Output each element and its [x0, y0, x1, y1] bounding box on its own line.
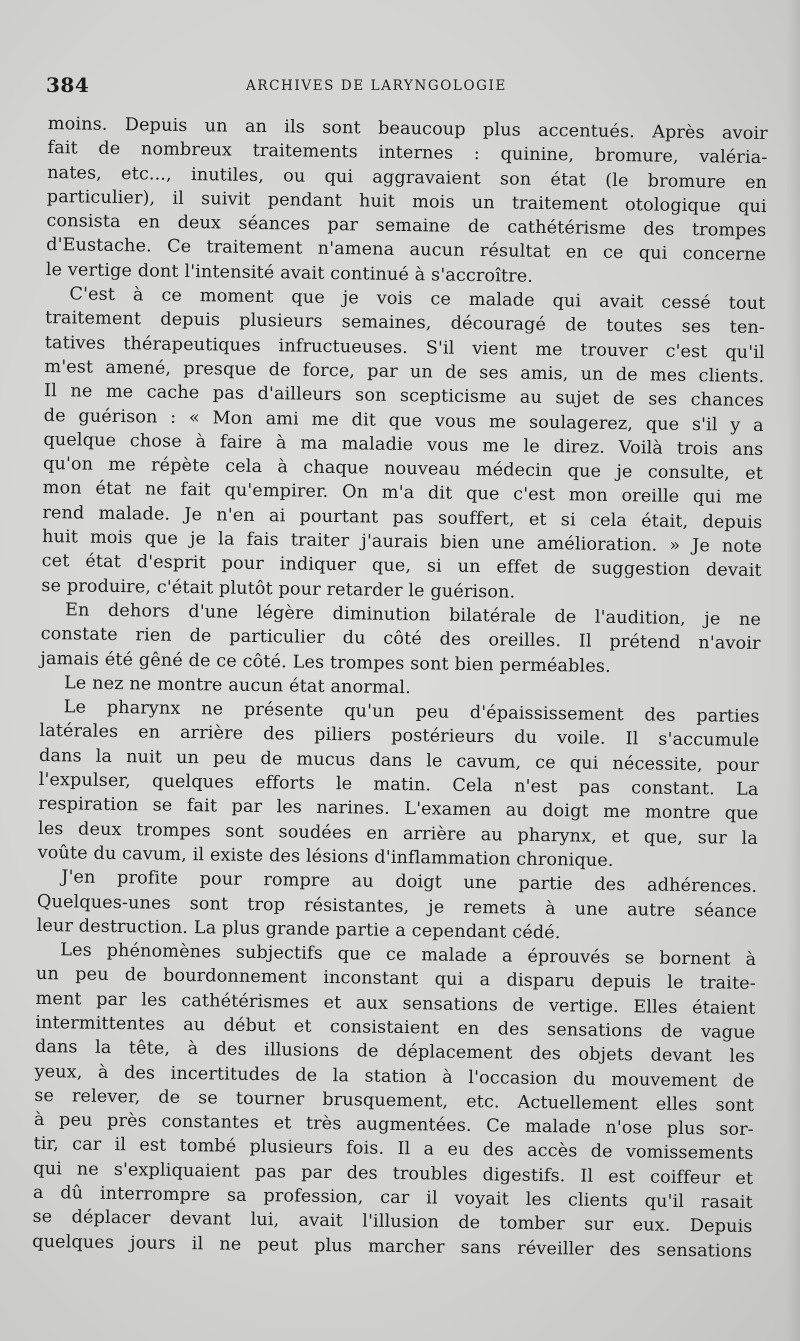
text-line: Les phénomènes subjectifs que ce malade a éprouvés se bornent à	[60, 940, 757, 971]
text-line: qu'on me répète cela à chaque nouveau médecin que je consulte, et	[42, 454, 764, 485]
text-line: quelques jours il ne peut plus marcher sans réveiller des sensations	[32, 1231, 753, 1262]
text-line: dans la nuit un peu de mucus dans le cavum, ce qui nécessite, pour	[38, 745, 760, 776]
text-line: à peu près constantes et très augmentées. Ce malade n'ose plus sor-	[33, 1110, 754, 1141]
text-line: traitement depuis plusieurs semaines, découragé de toutes ses ten-	[44, 308, 766, 339]
text-line: cet état d'esprit pour indiquer que, si un effet de suggestion devait	[41, 551, 762, 582]
text-line: se relever, de se tourner brusquement, etc. Actuellement elles sont	[34, 1085, 755, 1116]
text-line: Le nez ne montre aucun état anormal.	[63, 673, 412, 698]
text-line: dans la tête, à des illusions de déplacement des objets devant les	[34, 1037, 756, 1068]
text-line: nates, etc..., inutiles, ou qui aggravaient son état (le bromure en	[47, 162, 768, 193]
text-line: respiration se fait par les narines. L'examen au doigt me montre que	[38, 794, 759, 825]
text-line: les deux trompes sont soudées en arrière au pharynx, et que, sur la	[37, 818, 759, 849]
text-line: l'expulser, quelques efforts le matin. Cela n'est pas constant. La	[38, 769, 759, 801]
running-header	[46, 73, 746, 103]
text-line: tatives thérapeutiques infructueuses. S'il vient me trouver c'est qu'il	[44, 332, 765, 363]
text-line: consista en deux séances par semaine de cathétérisme des trompes	[46, 211, 767, 242]
text-line: intermittentes au début et consistaient en des sensations de vague	[35, 1012, 756, 1043]
text-line: yeux, à des incertitudes de la station à l'occasion du mouvement de	[34, 1061, 755, 1092]
text-line: mon état ne fait qu'empirer. On m'a dit que c'est mon oreille qui me	[42, 478, 763, 509]
text-line: un peu de bourdonnement inconstant qui a disparu depuis le traite-	[35, 964, 757, 995]
text-line: constate rien de particulier du côté des oreilles. Il prétend n'avoir	[40, 624, 761, 655]
text-line: a dû interrompre sa profession, car il voyait les clients qu'il rasait	[32, 1182, 753, 1214]
text-line: C'est à ce moment que je vois ce malade qui avait cessé tout	[69, 284, 766, 315]
text-line: de guérison : « Mon ami me dit que vous me soulagerez, que s'il y a	[43, 405, 764, 436]
text-line: le vertige dont l'intensité avait continué à s'accroître.	[45, 259, 534, 287]
body-text	[32, 112, 768, 1264]
text-line: rend malade. Je n'en ai pourtant pas souffert, et si cela était, depuis	[42, 502, 763, 533]
text-line: se déplacer devant lui, avait l'illusion de tomber sur eux. Depuis	[32, 1207, 753, 1238]
text-line: ment par les cathétérismes et aux sensations de vertige. Elles étaient	[35, 988, 756, 1019]
text-line: latérales en arrière des piliers postérieurs du voile. Il s'accumule	[39, 721, 760, 752]
text-line: Il ne me cache pas d'ailleurs son scepticisme au sujet de ses chances	[43, 381, 765, 412]
text-line: J'en profite pour rompre au doigt une partie des adhérences.	[61, 867, 758, 898]
text-line: tir, car il est tombé plusieurs fois. Il a eu des accès de vomissements	[33, 1134, 754, 1165]
text-line: huit mois que je la fais traiter j'aurais bien une amélioration. » Je note	[41, 527, 763, 558]
text-line: Quelques-unes sont trop résistantes, je remets à une autre séance	[36, 891, 758, 922]
text-line: En dehors d'une légère diminution bilatérale de l'audition, je ne	[64, 600, 762, 630]
text-line: se produire, c'était plutôt pour retarder le guérison.	[41, 575, 516, 603]
text-line: quelque chose à faire à ma maladie vous me le direz. Voilà trois ans	[43, 429, 764, 460]
text-line: m'est amené, presque de force, par un de ses amis, un de mes clients.	[44, 356, 765, 387]
page-gutter-shadow	[786, 0, 800, 1341]
text-line: qui ne s'expliquaient pas par des troubles digestifs. Il est coiffeur et	[33, 1158, 754, 1189]
text-line: Le pharynx ne présente qu'un peu d'épaississement des parties	[63, 697, 760, 728]
page-number: 384	[46, 73, 90, 97]
text-line: jamais été gêné de ce côté. Les trompes sont bien perméables.	[40, 648, 611, 677]
text-line: fait de nombreux traitements internes : quinine, bromure, valéria-	[47, 138, 768, 169]
text-line: moins. Depuis un an ils sont beaucoup plus accentués. Après avoir	[47, 113, 768, 145]
text-line: voûte du cavum, il existe des lésions d'inflammation chronique.	[37, 842, 614, 871]
running-title: ARCHIVES DE LARYNGOLOGIE	[246, 78, 507, 94]
text-line: d'Eustache. Ce traitement n'amena aucun résultat en ce qui concerne	[45, 235, 767, 266]
text-line: leur destruction. La plus grande partie a cependant cédé.	[36, 915, 561, 944]
text-line: particulier), il suivit pendant huit mois un traitement otologique qui	[46, 186, 767, 217]
